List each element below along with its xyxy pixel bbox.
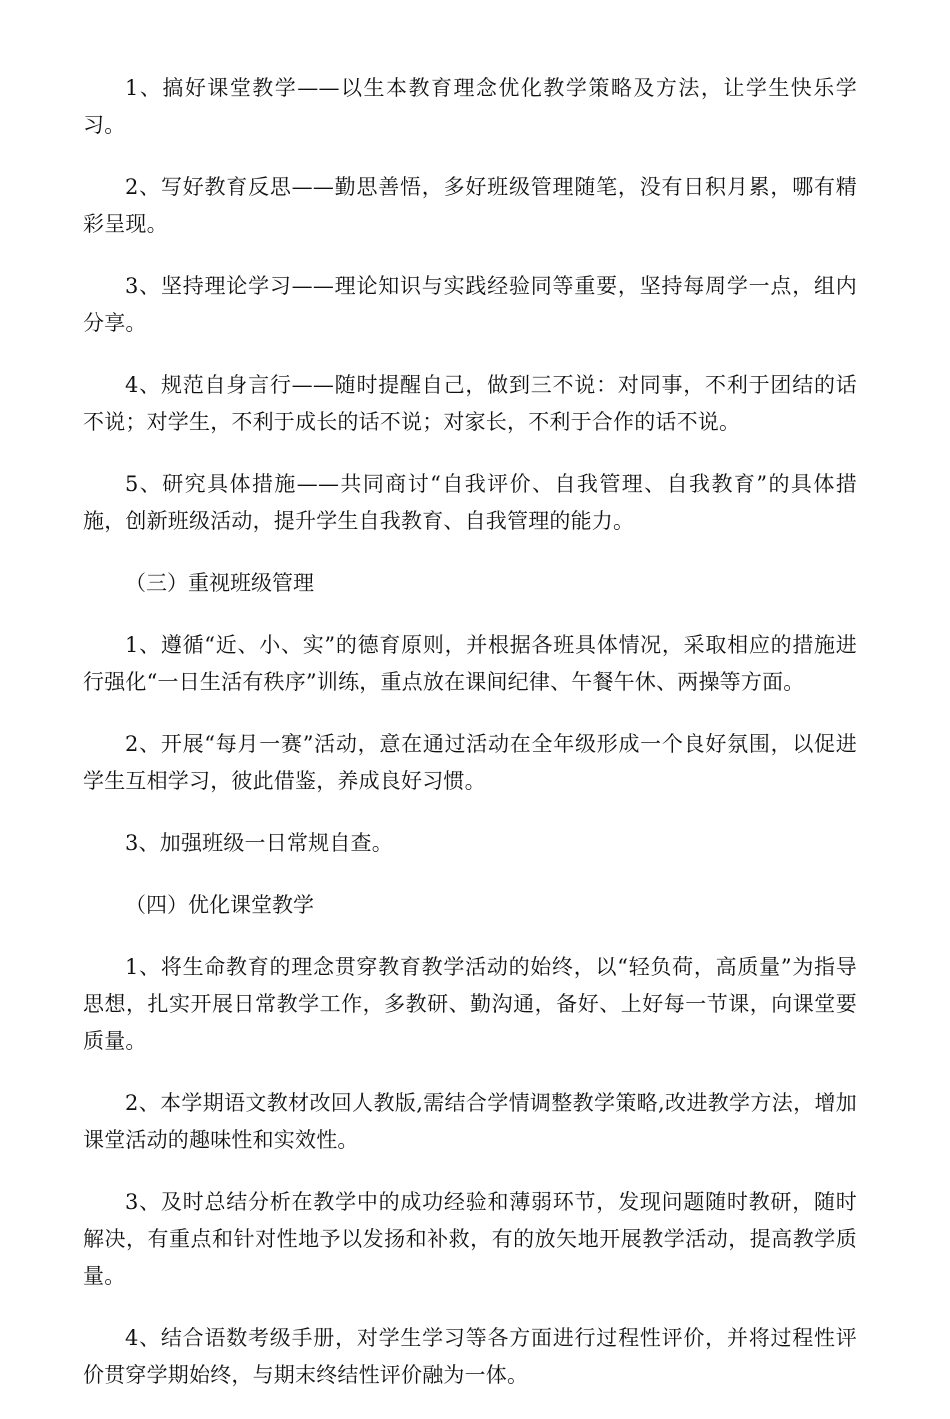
paragraph-4: 4、规范自身言行——随时提醒自己，做到三不说：对同事，不利于团结的话不说；对学生，不利于成长的话不说；对家长，不利于合作的话不说。 [83, 373, 857, 434]
paragraph-6: 1、遵循“近、小、实”的德育原则，并根据各班具体情况，采取相应的措施进行强化“一日生活有秩序”训练，重点放在课间纪律、午餐午休、两操等方面。 [83, 633, 857, 694]
section-heading-classroom-teaching: （四）优化课堂教学 [125, 893, 314, 917]
paragraph-2: 2、写好教育反思——勤思善悟，多好班级管理随笔，没有日积月累，哪有精彩呈现。 [83, 175, 857, 236]
paragraph-5: 5、研究具体措施——共同商讨“自我评价、自我管理、自我教育”的具体措施，创新班级活动，提升学生自我教育、自我管理的能力。 [83, 472, 857, 533]
paragraph-9: 1、将生命教育的理念贯穿教育教学活动的始终，以“轻负荷，高质量”为指导思想，扎实开展日常教学工作，多教研、勤沟通，备好、上好每一节课，向课堂要质量。 [83, 955, 857, 1053]
section-heading-class-management: （三）重视班级管理 [125, 571, 314, 595]
paragraph-11: 3、及时总结分析在教学中的成功经验和薄弱环节，发现问题随时教研，随时解决，有重点和针对性地予以发扬和补救，有的放矢地开展教学活动，提高教学质量。 [83, 1190, 857, 1288]
paragraph-3: 3、坚持理论学习——理论知识与实践经验同等重要，坚持每周学一点，组内分享。 [83, 274, 857, 335]
paragraph-12: 4、结合语数考级手册，对学生学习等各方面进行过程性评价，并将过程性评价贯穿学期始终，与期末终结性评价融为一体。 [83, 1326, 857, 1387]
paragraph-1: 1、搞好课堂教学——以生本教育理念优化教学策略及方法，让学生快乐学习。 [83, 76, 857, 137]
paragraph-8: 3、加强班级一日常规自查。 [125, 831, 393, 855]
paragraph-7: 2、开展“每月一赛”活动，意在通过活动在全年级形成一个良好氛围，以促进学生互相学习，彼此借鉴，养成良好习惯。 [83, 732, 857, 793]
document-body [83, 70, 857, 1419]
paragraph-10: 2、本学期语文教材改回人教版,需结合学情调整教学策略,改进教学方法，增加课堂活动的趣味性和实效性。 [83, 1091, 857, 1152]
